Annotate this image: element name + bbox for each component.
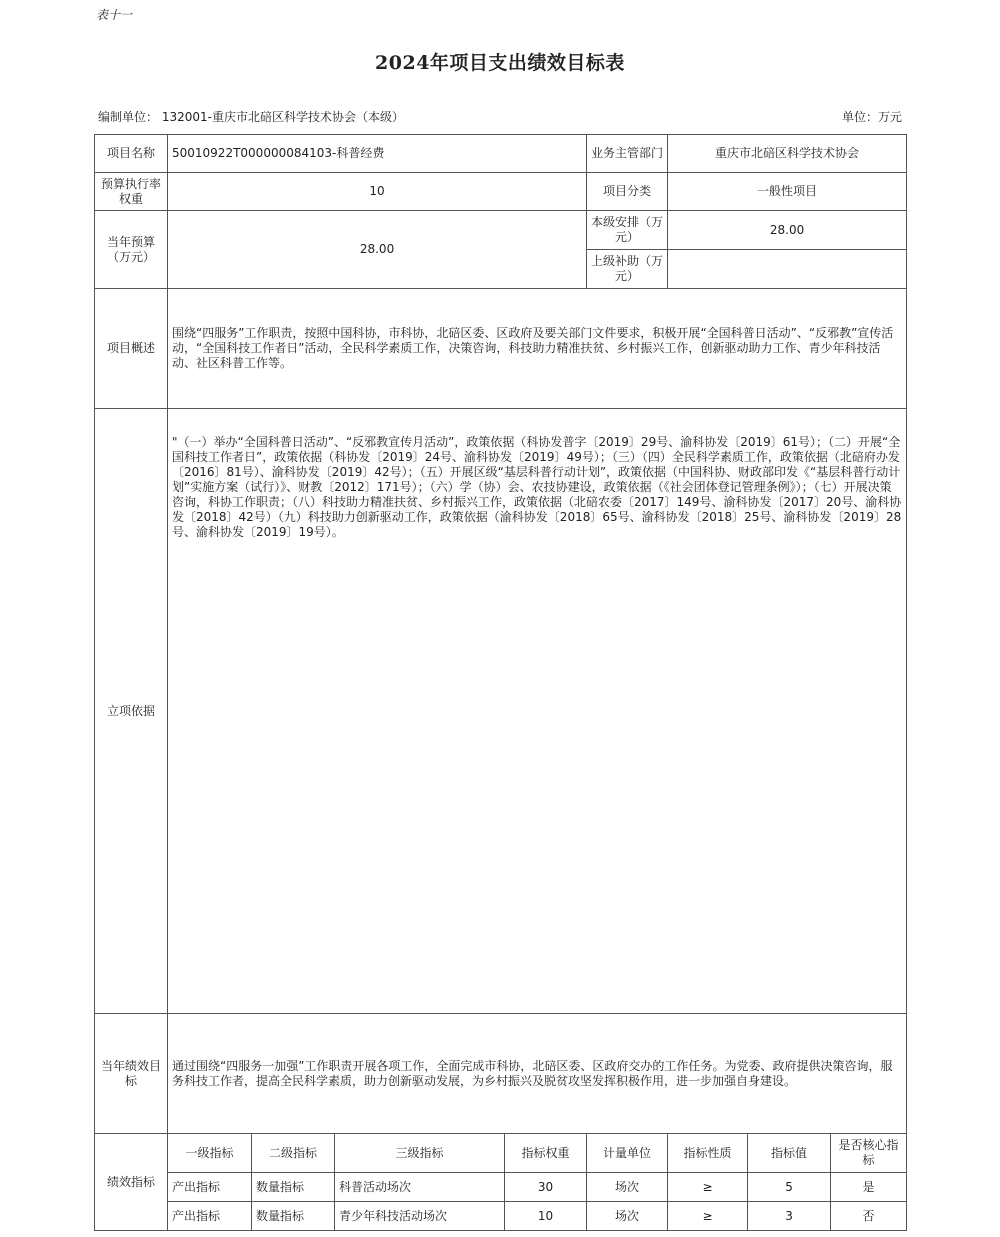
- indicator-level1: 产出指标: [168, 1202, 252, 1231]
- compiling-unit: [98, 108, 404, 125]
- dept-value: 重庆市北碚区科学技术协会: [668, 135, 907, 173]
- project-name-label: 项目名称: [95, 135, 168, 173]
- performance-table: [94, 134, 907, 1231]
- category-value: 一般性项目: [668, 173, 907, 211]
- budget-label: 当年预算（万元）: [95, 211, 168, 289]
- table-row: [95, 1202, 907, 1231]
- local-value: 28.00: [668, 211, 907, 250]
- table-number: 表十一: [96, 8, 133, 22]
- goal-label: 当年绩效目标: [95, 1014, 168, 1134]
- header-value: 指标值: [748, 1134, 831, 1173]
- upper-label: 上级补助（万元）: [587, 250, 668, 289]
- category-label: 项目分类: [587, 173, 668, 211]
- indicator-value: 5: [748, 1173, 831, 1202]
- indicator-core: 是: [831, 1173, 907, 1202]
- compiling-unit-value: 132001-重庆市北碚区科学技术协会（本级）: [161, 110, 404, 124]
- indicator-level3: 科普活动场次: [335, 1173, 505, 1202]
- indicator-level2: 数量指标: [252, 1202, 335, 1231]
- indicator-level2: 数量指标: [252, 1173, 335, 1202]
- dept-label: 业务主管部门: [587, 135, 668, 173]
- header-unit: 计量单位: [587, 1134, 668, 1173]
- header-nature: 指标性质: [668, 1134, 748, 1173]
- overview-text: 围绕“四服务”工作职责，按照中国科协，市科协，北碚区委、区政府及要关部门文件要求，积极开展“全国科普日活动”、“反邪教”宣传活动，“全国科技工作者日”活动，全民科学素质工作，决策咨询，科技助力精准扶贫、乡村振兴工作，创新驱动助力工作、青少年科技活动、社区科普工作等。: [168, 289, 907, 409]
- indicator-value: 3: [748, 1202, 831, 1231]
- goal-text: 通过围绕“四服务一加强”工作职责开展各项工作，全面完成市科协，北碚区委、区政府交办的工作任务。为党委、政府提供决策咨询，服务科技工作者，提高全民科学素质，助力创新驱动发展，为乡村振兴及脱贫攻坚发挥积极作用，进一步加强自身建设。: [168, 1014, 907, 1134]
- compiling-unit-label: 编制单位：: [98, 110, 159, 124]
- currency-unit: 单位：万元: [841, 110, 902, 124]
- indicator-level3: 青少年科技活动场次: [335, 1202, 505, 1231]
- project-name-value: 50010922T000000084103-科普经费: [168, 135, 587, 173]
- header-core: 是否核心指标: [831, 1134, 907, 1173]
- indicator-level1: 产出指标: [168, 1173, 252, 1202]
- header-level3: 三级指标: [335, 1134, 505, 1173]
- indicator-weight: 30: [505, 1173, 587, 1202]
- header-level2: 二级指标: [252, 1134, 335, 1173]
- indicator-unit: 场次: [587, 1173, 668, 1202]
- budget-value: 28.00: [168, 211, 587, 289]
- document-title: 2024年项目支出绩效目标表: [375, 52, 625, 74]
- basis-label: 立项依据: [95, 409, 168, 1014]
- weight-label: 预算执行率权重: [95, 173, 168, 211]
- upper-value: [668, 250, 907, 289]
- weight-value: 10: [168, 173, 587, 211]
- header-weight: 指标权重: [505, 1134, 587, 1173]
- indicator-weight: 10: [505, 1202, 587, 1231]
- indicator-core: 否: [831, 1202, 907, 1231]
- indicator-nature: ≥: [668, 1202, 748, 1231]
- header-level1: 一级指标: [168, 1134, 252, 1173]
- perf-label: 绩效指标: [95, 1134, 168, 1231]
- table-row: [95, 1173, 907, 1202]
- basis-text: "（一）举办“全国科普日活动”、“反邪教宣传月活动”，政策依据（科协发普字〔2019〕29号、渝科协发〔2019〕61号）；（二）开展“全国科技工作者日”，政策依据（科协发〔2019〕24号、渝科协发〔2019〕49号）；（三）（四）全民科学素质工作，政策依据（北碚府办发〔2016〕81号）、渝科协发〔2019〕42号）；（五）开展区级“基层科普行动计划”，政策依据（中国科协、财政部印发《“基层科普行动计划”实施方案（试行）》、财教〔2012〕171号）；（六）学（协）会、农技协建设，政策依据（《社会团体登记管理条例》）；（七）开展决策咨询，科协工作职责；（八）科技助力精准扶贫、乡村振兴工作，政策依据（北碚农委〔2017〕149号、渝科协发〔2017〕20号、渝科协发〔2018〕42号）（九）科技助力创新驱动工作，政策依据（渝科协发〔2018〕65号、渝科协发〔2018〕25号、渝科协发〔2019〕28号、渝科协发〔2019〕19号）。: [168, 409, 907, 1014]
- indicator-unit: 场次: [587, 1202, 668, 1231]
- indicator-nature: ≥: [668, 1173, 748, 1202]
- local-label: 本级安排（万元）: [587, 211, 668, 250]
- overview-label: 项目概述: [95, 289, 168, 409]
